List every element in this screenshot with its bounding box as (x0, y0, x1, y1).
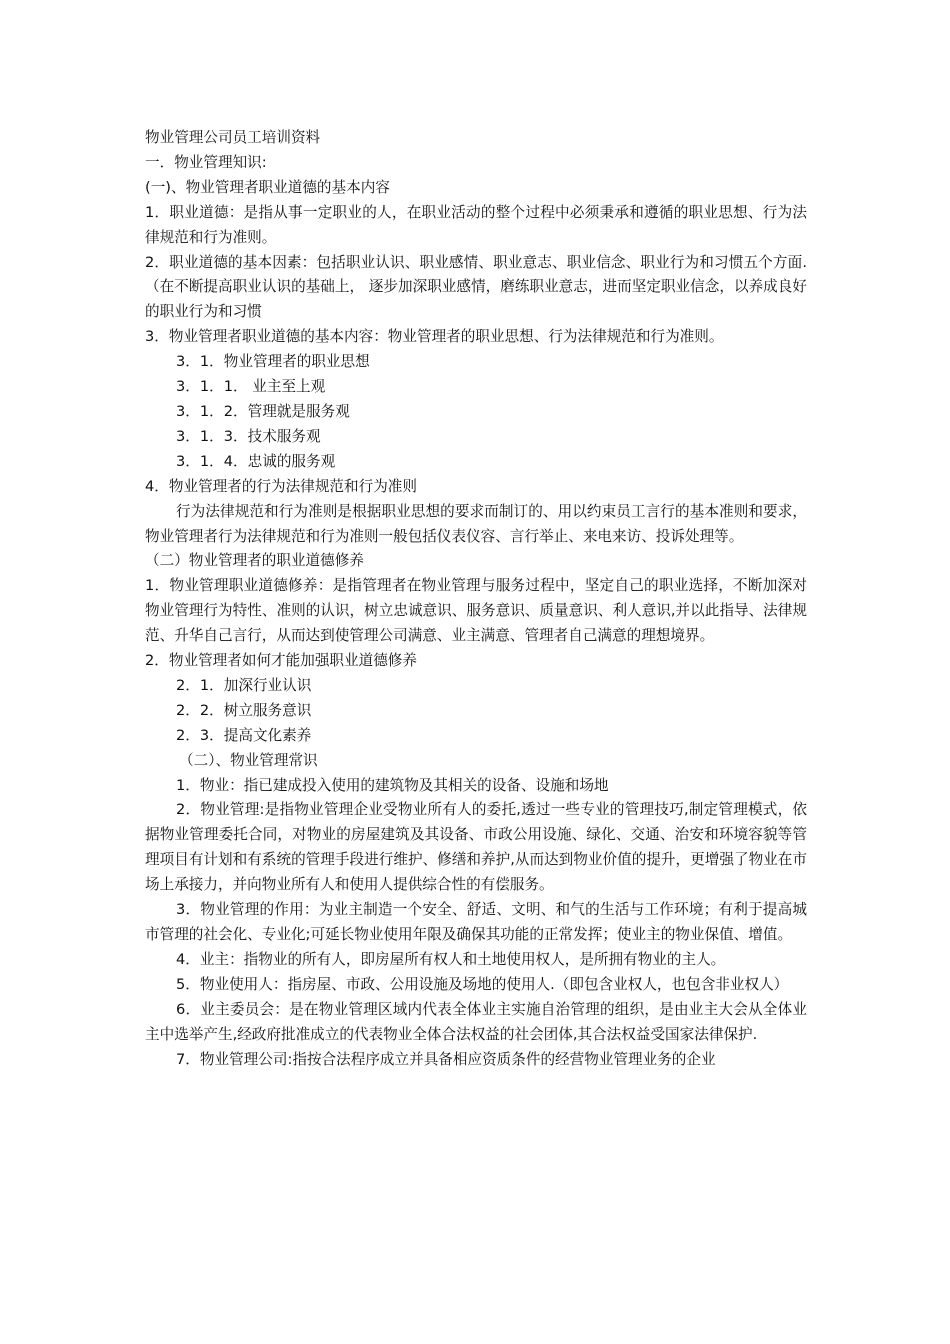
paragraph: 2．1．加深行业认识 (176, 676, 312, 694)
paragraph: 2．物业管理者如何才能加强职业道德修养 (145, 652, 417, 670)
paragraph: 5．物业使用人：指房屋、市政、公用设施及场地的使用人.（即包含业权人，也包含非业权人） (176, 975, 789, 993)
paragraph: （二）、物业管理常识 (179, 751, 318, 769)
paragraph: 4．物业管理者的行为法律规范和行为准则 (145, 477, 417, 495)
paragraph: 3．1．物业管理者的职业思想 (176, 353, 370, 371)
document-title: 物业管理公司员工培训资料 (145, 129, 321, 146)
paragraph: 2．物业管理:是指物业管理企业受物业所有人的委托,透过一些专业的管理技巧,制定管理模式，依据物业管理委托合同，对物业的房屋建筑及其设备、市政公用设施、绿化、交通、治安和环境容貌等管理项目有计划和有系统的管理手段进行维护、修缮和养护,从而达到物业价值的提升，更增强了物业在市场上承接力，并向物业所有人和使用人提供综合性的有偿服务。 (145, 801, 807, 894)
paragraph: 1．物业管理职业道德修养：是指管理者在物业管理与服务过程中，坚定自己的职业选择，不断加深对物业管理行为特性、准则的认识，树立忠诚意识、服务意识、质量意识、利人意识,并以此指导、法律规范、升华自己言行，从而达到使管理公司满意、业主满意、管理者自己满意的理想境界。 (145, 577, 807, 645)
paragraph: 行为法律规范和行为准则是根据职业思想的要求而制订的、用以约束员工言行的基本准则和要求，物业管理者行为法律规范和行为准则一般包括仪表仪容、言行举止、来电来访、投诉处理等。 (145, 502, 807, 545)
paragraph: 6．业主委员会：是在物业管理区域内代表全体业主实施自治管理的组织，是由业主大会从全体业主中选举产生,经政府批准成立的代表物业全体合法权益的社会团体,其合法权益受国家法律保护. (145, 1000, 807, 1043)
paragraph: 1．职业道德：是指从事一定职业的人，在职业活动的整个过程中必须秉承和遵循的职业思想、行为法律规范和行为准则。 (145, 203, 807, 246)
paragraph: 7．物业管理公司:指按合法程序成立并具备相应资质条件的经营物业管理业务的企业 (176, 1050, 716, 1068)
paragraph: 3．物业管理者职业道德的基本内容：物业管理者的职业思想、行为法律规范和行为准则。 (145, 328, 724, 346)
paragraph: 2．3．提高文化素养 (176, 726, 312, 744)
paragraph: 3．1．4．忠诚的服务观 (176, 452, 336, 470)
paragraph: (一)、物业管理者职业道德的基本内容 (145, 178, 390, 196)
paragraph: 4．业主：指物业的所有人，即房屋所有权人和土地使用权人，是所拥有物业的主人。 (176, 950, 726, 968)
paragraph: 3．1．3．技术服务观 (176, 427, 321, 445)
paragraph: 一．物业管理知识: (145, 153, 267, 171)
paragraph: 3．物业管理的作用：为业主制造一个安全、舒适、文明、和气的生活与工作环境；有利于提高城市管理的社会化、专业化;可延长物业使用年限及确保其功能的正常发挥；使业主的物业保值、增值。 (145, 901, 807, 943)
document-body (145, 126, 807, 1072)
paragraph: 2．2．树立服务意识 (176, 701, 312, 719)
paragraph: 3．1．2．管理就是服务观 (176, 402, 350, 420)
paragraph: 1．物业：指已建成投入使用的建筑物及其相关的设备、设施和场地 (176, 776, 609, 794)
paragraph: 3．1．1． 业主至上观 (176, 378, 326, 396)
paragraph: 2．职业道德的基本因素：包括职业认识、职业感情、职业意志、职业信念、职业行为和习惯五个方面.（在不断提高职业认识的基础上， 逐步加深职业感情，磨练职业意志，进而坚定职业信念，以养成良好的职业行为和习惯 (145, 253, 807, 321)
paragraph: （二）物业管理者的职业道德修养 (145, 552, 364, 570)
